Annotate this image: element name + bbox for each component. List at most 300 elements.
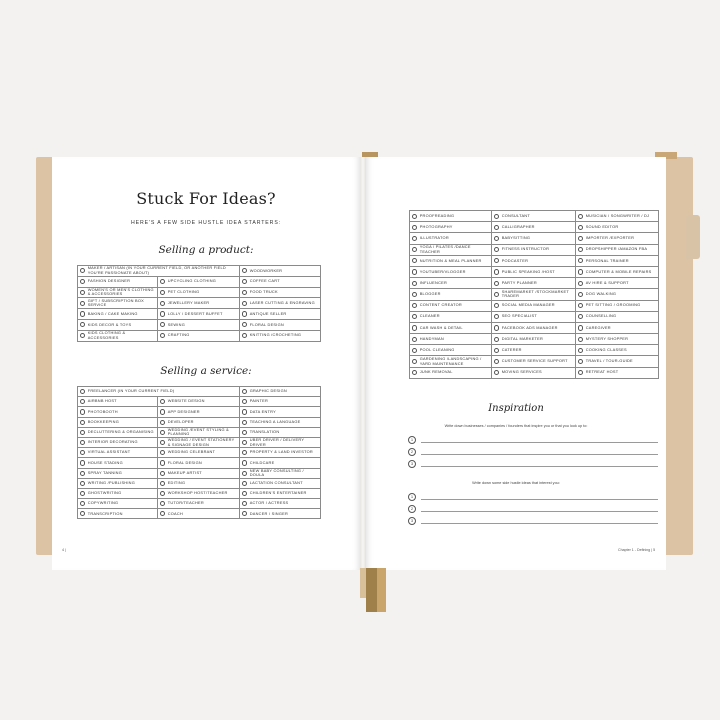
idea-label: MOVING SERVICES (501, 369, 542, 375)
idea-cell[interactable] (576, 211, 659, 222)
book-gutter (360, 157, 366, 570)
checkbox-icon[interactable] (578, 303, 583, 308)
idea-cell[interactable] (576, 368, 659, 379)
checkbox-icon[interactable] (80, 409, 85, 414)
idea-cell[interactable] (240, 479, 321, 489)
checkbox-icon[interactable] (578, 258, 583, 263)
checkbox-icon[interactable] (80, 389, 85, 394)
write-line[interactable] (408, 504, 658, 514)
checkbox-icon[interactable] (412, 281, 417, 286)
idea-cell[interactable] (410, 267, 492, 278)
idea-label: MYSTERY SHOPPER (585, 335, 629, 341)
checkbox-icon[interactable] (160, 279, 165, 284)
checkbox-icon[interactable] (578, 337, 583, 342)
checkbox-icon[interactable] (242, 460, 247, 465)
product-ideas-table (77, 265, 321, 342)
idea-cell[interactable] (78, 397, 158, 407)
checkbox-icon[interactable] (160, 481, 165, 486)
idea-label: RETREAT HOST (585, 369, 619, 375)
idea-label: TRAVEL / TOUR-GUIDE (585, 358, 633, 364)
idea-label: MAKER / ARTISAN (IN YOUR CURRENT FIELD, OR ANOTHER FIELD YOU'RE PASSIONATE ABOUT) (87, 266, 226, 275)
checkbox-icon[interactable] (242, 399, 247, 404)
idea-cell[interactable] (576, 233, 659, 244)
idea-label: WEDDING CELEBRANT (167, 449, 216, 455)
idea-cell[interactable] (158, 489, 240, 499)
idea-cell[interactable] (158, 448, 240, 458)
idea-label: UBER DRIVER / DELIVERY DRIVER (249, 437, 305, 447)
idea-label: PHOTOGRAPHY (419, 223, 453, 229)
idea-label: CUSTOMER SERVICE SUPPORT (501, 358, 568, 364)
idea-cell[interactable] (576, 312, 659, 323)
idea-cell[interactable] (492, 233, 576, 244)
idea-cell[interactable] (240, 469, 321, 479)
idea-cell[interactable] (492, 278, 576, 289)
idea-label: JUNK REMOVAL (419, 369, 453, 375)
checkbox-icon[interactable] (578, 247, 583, 252)
idea-cell[interactable] (78, 499, 158, 509)
checkbox-icon[interactable] (412, 314, 417, 319)
idea-label: CHILDREN'S ENTERTAINER (249, 490, 307, 496)
checkbox-icon[interactable] (578, 281, 583, 286)
idea-cell[interactable] (492, 267, 576, 278)
page-title: Stuck For Ideas? (136, 189, 276, 208)
idea-cell[interactable] (158, 418, 240, 428)
idea-cell[interactable] (492, 323, 576, 334)
idea-label: PET SITTING / GROOMING (585, 302, 641, 308)
idea-cell[interactable] (576, 301, 659, 312)
idea-cell[interactable] (240, 407, 321, 417)
idea-label: FITNESS INSTRUCTOR (501, 246, 550, 252)
idea-cell[interactable] (576, 356, 659, 367)
idea-label: FASHION DESIGNER (87, 278, 131, 284)
idea-cell[interactable] (158, 407, 240, 417)
checkbox-icon[interactable] (160, 301, 165, 306)
checkbox-icon[interactable] (80, 290, 85, 295)
idea-cell[interactable] (240, 448, 321, 458)
checkbox-icon[interactable] (80, 501, 85, 506)
idea-label: COACH (167, 510, 183, 516)
line-number: 1 (408, 493, 416, 501)
idea-label: LASER CUTTING & ENGRAVING (249, 299, 315, 305)
idea-cell[interactable] (78, 428, 158, 438)
checkbox-icon[interactable] (412, 325, 417, 330)
idea-cell[interactable] (492, 356, 576, 367)
checkbox-icon[interactable] (242, 450, 247, 455)
checkbox-icon[interactable] (80, 279, 85, 284)
idea-cell[interactable] (410, 356, 492, 367)
idea-label: DOG WALKING (585, 291, 617, 297)
service-ideas-table (77, 386, 321, 519)
idea-label: UPCYCLING CLOTHING (167, 278, 217, 284)
idea-cell[interactable] (78, 309, 158, 320)
idea-cell[interactable] (158, 298, 240, 309)
idea-cell[interactable] (576, 334, 659, 345)
idea-cell[interactable] (576, 289, 659, 300)
idea-label: COFFEE CART (249, 278, 280, 284)
checkbox-icon[interactable] (578, 236, 583, 241)
idea-label: COPYWRITING (87, 500, 119, 506)
idea-label: AIRBNB HOST (87, 398, 117, 404)
idea-cell[interactable] (158, 309, 240, 320)
idea-label: FLORAL DESIGN (249, 321, 284, 327)
idea-cell[interactable] (158, 428, 240, 438)
checkbox-icon[interactable] (160, 420, 165, 425)
checkbox-icon[interactable] (242, 491, 247, 496)
checkbox-icon[interactable] (412, 225, 417, 230)
checkbox-icon[interactable] (160, 333, 165, 338)
checkbox-icon[interactable] (242, 279, 247, 284)
idea-cell[interactable] (158, 277, 240, 288)
checkbox-icon[interactable] (578, 348, 583, 353)
idea-label: WORKSHOP HOST/TEACHER (167, 490, 228, 496)
checkbox-icon[interactable] (80, 440, 85, 445)
checkbox-icon[interactable] (160, 440, 165, 445)
checkbox-icon[interactable] (160, 471, 165, 476)
idea-label: DANCER / SINGER (249, 510, 289, 516)
checkbox-icon[interactable] (578, 225, 583, 230)
checkbox-icon[interactable] (80, 399, 85, 404)
checkbox-icon[interactable] (242, 409, 247, 414)
checkbox-icon[interactable] (80, 491, 85, 496)
checkbox-icon[interactable] (494, 281, 499, 286)
idea-cell[interactable] (78, 509, 158, 519)
idea-label: LOLLY / DESSERT BUFFET (167, 310, 223, 316)
idea-cell[interactable] (158, 479, 240, 489)
idea-cell[interactable] (78, 489, 158, 499)
idea-cell[interactable] (158, 320, 240, 331)
checkbox-icon[interactable] (242, 440, 247, 445)
checkbox-icon[interactable] (412, 258, 417, 263)
idea-cell[interactable] (240, 438, 321, 448)
more-ideas-table (409, 210, 659, 379)
idea-cell[interactable] (492, 222, 576, 233)
idea-cell[interactable] (240, 320, 321, 331)
checkbox-icon[interactable] (80, 311, 85, 316)
idea-cell[interactable] (576, 222, 659, 233)
idea-cell[interactable] (410, 301, 492, 312)
idea-cell[interactable] (78, 288, 158, 299)
idea-cell[interactable] (576, 245, 659, 256)
idea-label: WOODWORKER (249, 267, 283, 273)
checkbox-icon[interactable] (494, 236, 499, 241)
idea-cell[interactable] (492, 334, 576, 345)
page-subtitle: HERE'S A FEW SIDE HUSTLE IDEA STARTERS: (130, 220, 282, 226)
idea-cell[interactable] (158, 499, 240, 509)
checkbox-icon[interactable] (412, 337, 417, 342)
idea-label: COUNSELLING (585, 313, 617, 319)
idea-label: TEACHING A LANGUAGE (249, 418, 301, 424)
checkbox-icon[interactable] (160, 511, 165, 516)
checkbox-icon[interactable] (494, 370, 499, 375)
idea-cell[interactable] (240, 489, 321, 499)
checkbox-icon[interactable] (80, 333, 85, 338)
write-line[interactable] (408, 459, 658, 469)
idea-cell[interactable] (78, 448, 158, 458)
checkbox-icon[interactable] (80, 450, 85, 455)
checkbox-icon[interactable] (242, 311, 247, 316)
idea-label: KIDS CLOTHING & ACCESSORIES (87, 330, 126, 340)
idea-label: EDITING (167, 479, 186, 485)
write-line[interactable] (408, 447, 658, 457)
idea-cell[interactable] (240, 309, 321, 320)
idea-cell[interactable] (78, 331, 158, 342)
idea-label: CAR WASH & DETAIL (419, 324, 463, 330)
line-rule (421, 499, 658, 500)
idea-label: IMPORTER /EXPORTER (585, 235, 635, 241)
idea-cell[interactable] (158, 509, 240, 519)
checkbox-icon[interactable] (412, 303, 417, 308)
checkbox-icon[interactable] (412, 247, 417, 252)
checkbox-icon[interactable] (494, 337, 499, 342)
idea-cell[interactable] (78, 458, 158, 468)
checkbox-icon[interactable] (494, 303, 499, 308)
idea-label: PUBLIC SPEAKING /HOST (501, 268, 555, 274)
idea-cell[interactable] (410, 312, 492, 323)
idea-cell[interactable] (240, 266, 321, 277)
checkbox-icon[interactable] (80, 268, 85, 273)
checkbox-icon[interactable] (160, 409, 165, 414)
idea-label: WEDDING / EVENT STATIONERY & SIGNAGE DESIGN (167, 437, 235, 447)
idea-label: CRAFTING (167, 332, 190, 338)
idea-cell[interactable] (158, 469, 240, 479)
idea-cell[interactable] (78, 418, 158, 428)
idea-label: KNITTING /CROCHETING (249, 332, 302, 338)
checkbox-icon[interactable] (242, 268, 247, 273)
checkbox-icon[interactable] (578, 214, 583, 219)
idea-label: GRAPHIC DESIGN (249, 388, 287, 394)
product-heading: Selling a product: (158, 244, 254, 256)
idea-label: DEVELOPER (167, 418, 194, 424)
idea-label: DECLUTTERING & ORGANISING (87, 429, 154, 435)
write-line[interactable] (408, 516, 658, 526)
checkbox-icon[interactable] (242, 501, 247, 506)
idea-label: PERSONAL TRAINER (585, 257, 629, 263)
idea-cell[interactable] (492, 211, 576, 222)
idea-cell[interactable] (240, 458, 321, 468)
idea-label: CHILDCARE (249, 459, 275, 465)
idea-cell[interactable] (240, 428, 321, 438)
idea-label: APP DESIGNER (167, 408, 200, 414)
idea-label: MAKEUP ARTIST (167, 469, 202, 475)
idea-label: WEBSITE DESIGN (167, 398, 205, 404)
checkbox-icon[interactable] (242, 322, 247, 327)
checkbox-icon[interactable] (494, 314, 499, 319)
idea-cell[interactable] (240, 397, 321, 407)
idea-cell[interactable] (78, 266, 240, 277)
checkbox-icon[interactable] (578, 292, 583, 297)
checkbox-icon[interactable] (242, 301, 247, 306)
idea-cell[interactable] (492, 301, 576, 312)
idea-cell[interactable] (410, 233, 492, 244)
idea-label: INTERIOR DECORATING (87, 439, 138, 445)
checkbox-icon[interactable] (578, 314, 583, 319)
checkbox-icon[interactable] (160, 290, 165, 295)
checkbox-icon[interactable] (494, 214, 499, 219)
checkbox-icon[interactable] (578, 370, 583, 375)
idea-cell[interactable] (410, 222, 492, 233)
checkbox-icon[interactable] (494, 269, 499, 274)
idea-label: INFLUENCER (419, 279, 448, 285)
line-rule (421, 454, 658, 455)
idea-label: POOL CLEANING (419, 347, 455, 353)
idea-label: COOKING CLASSES (585, 347, 627, 353)
checkbox-icon[interactable] (494, 292, 499, 297)
checkbox-icon[interactable] (242, 430, 247, 435)
idea-cell[interactable] (492, 289, 576, 300)
checkbox-icon[interactable] (494, 258, 499, 263)
idea-cell[interactable] (410, 368, 492, 379)
idea-cell[interactable] (78, 277, 158, 288)
checkbox-icon[interactable] (494, 225, 499, 230)
idea-label: GARDENING /LANDSCAPING / YARD MAINTENANCE (419, 356, 482, 366)
checkbox-icon[interactable] (494, 359, 499, 364)
right-page-footer: Chapter 1 - Defining | 5 (618, 548, 656, 552)
checkbox-icon[interactable] (578, 269, 583, 274)
checkbox-icon[interactable] (494, 247, 499, 252)
idea-cell[interactable] (410, 289, 492, 300)
idea-cell[interactable] (410, 345, 492, 356)
idea-cell[interactable] (240, 298, 321, 309)
idea-cell[interactable] (78, 479, 158, 489)
idea-label: COMPUTER & MOBILE REPAIRS (585, 268, 652, 274)
left-page-number: 4 | (62, 548, 66, 552)
idea-label: MUSICIAN / SONGWRITER / DJ (585, 212, 650, 218)
checkbox-icon[interactable] (578, 325, 583, 330)
idea-label: ACTOR / ACTRESS (249, 500, 289, 506)
idea-cell[interactable] (410, 256, 492, 267)
checkbox-icon[interactable] (494, 348, 499, 353)
idea-cell[interactable] (78, 320, 158, 331)
idea-label: CALLIGRAPHER (501, 223, 535, 229)
idea-cell[interactable] (410, 323, 492, 334)
checkbox-icon[interactable] (412, 269, 417, 274)
checkbox-icon[interactable] (242, 420, 247, 425)
idea-cell[interactable] (576, 323, 659, 334)
idea-label: TRANSLATION (249, 429, 280, 435)
idea-cell[interactable] (78, 438, 158, 448)
idea-cell[interactable] (576, 267, 659, 278)
idea-label: KIDS DECOR & TOYS (87, 321, 132, 327)
idea-cell[interactable] (158, 438, 240, 448)
idea-label: PAINTER (249, 398, 269, 404)
idea-cell[interactable] (78, 407, 158, 417)
idea-cell[interactable] (576, 345, 659, 356)
idea-label: CATERER (501, 347, 522, 353)
checkbox-icon[interactable] (80, 301, 85, 306)
checkbox-icon[interactable] (494, 325, 499, 330)
idea-cell[interactable] (576, 278, 659, 289)
idea-cell[interactable] (158, 397, 240, 407)
idea-label: PHOTOBOOTH (87, 408, 118, 414)
idea-cell[interactable] (492, 345, 576, 356)
checkbox-icon[interactable] (412, 214, 417, 219)
checkbox-icon[interactable] (160, 399, 165, 404)
idea-label: SOUND EDITOR (585, 223, 619, 229)
idea-cell[interactable] (492, 256, 576, 267)
line-number: 2 (408, 448, 416, 456)
idea-cell[interactable] (240, 331, 321, 342)
checkbox-icon[interactable] (412, 370, 417, 375)
idea-label: BLOGGER (419, 291, 441, 297)
inspiration-heading: Inspiration (488, 403, 544, 414)
idea-cell[interactable] (410, 334, 492, 345)
page-tab-marker (686, 215, 700, 259)
inspiration-prompt-2: Write down some side hustle ideas that interest you: (472, 481, 560, 485)
checkbox-icon[interactable] (412, 236, 417, 241)
idea-label: NUTRITION & MEAL PLANNER (419, 257, 482, 263)
checkbox-icon[interactable] (160, 450, 165, 455)
checkbox-icon[interactable] (160, 430, 165, 435)
idea-cell[interactable] (410, 211, 492, 222)
checkbox-icon[interactable] (160, 501, 165, 506)
idea-cell[interactable] (78, 387, 240, 397)
checkbox-icon[interactable] (160, 491, 165, 496)
idea-label: ILLUSTRATOR (419, 235, 449, 241)
checkbox-icon[interactable] (242, 290, 247, 295)
checkbox-icon[interactable] (80, 471, 85, 476)
checkbox-icon[interactable] (242, 389, 247, 394)
idea-label: SEWING (167, 321, 185, 327)
idea-label: FREELANCER (IN YOUR CURRENT FIELD) (87, 388, 175, 394)
checkbox-icon[interactable] (80, 430, 85, 435)
checkbox-icon[interactable] (80, 481, 85, 486)
idea-cell[interactable] (78, 298, 158, 309)
idea-cell[interactable] (240, 288, 321, 299)
idea-cell[interactable] (492, 245, 576, 256)
idea-label: SHAREMARKET /STOCKMARKET TRADER (501, 289, 569, 299)
idea-cell[interactable] (492, 368, 576, 379)
write-line[interactable] (408, 435, 658, 445)
checkbox-icon[interactable] (412, 348, 417, 353)
write-line[interactable] (408, 492, 658, 502)
idea-label: WEDDING /EVENT STYLING & PLANNING (167, 427, 229, 437)
checkbox-icon[interactable] (80, 322, 85, 327)
idea-label: DIGITAL MARKETER (501, 335, 544, 341)
checkbox-icon[interactable] (80, 420, 85, 425)
idea-cell[interactable] (492, 312, 576, 323)
idea-cell[interactable] (240, 387, 321, 397)
checkbox-icon[interactable] (160, 460, 165, 465)
idea-cell[interactable] (78, 469, 158, 479)
checkbox-icon[interactable] (242, 481, 247, 486)
checkbox-icon[interactable] (242, 333, 247, 338)
idea-label: FLORAL DESIGN (167, 459, 202, 465)
idea-cell[interactable] (576, 256, 659, 267)
idea-label: AV HIRE & SUPPORT (585, 279, 629, 285)
idea-label: SOCIAL MEDIA MANAGER (501, 302, 555, 308)
checkbox-icon[interactable] (80, 511, 85, 516)
idea-label: LACTATION CONSULTANT (249, 479, 303, 485)
idea-cell[interactable] (240, 418, 321, 428)
checkbox-icon[interactable] (412, 359, 417, 364)
checkbox-icon[interactable] (242, 511, 247, 516)
idea-cell[interactable] (240, 277, 321, 288)
idea-cell[interactable] (410, 278, 492, 289)
checkbox-icon[interactable] (160, 322, 165, 327)
checkbox-icon[interactable] (80, 460, 85, 465)
idea-label: SPRAY TANNING (87, 469, 122, 475)
checkbox-icon[interactable] (578, 359, 583, 364)
idea-cell[interactable] (240, 499, 321, 509)
idea-cell[interactable] (410, 245, 492, 256)
checkbox-icon[interactable] (242, 471, 247, 476)
idea-cell[interactable] (158, 331, 240, 342)
idea-cell[interactable] (158, 458, 240, 468)
checkbox-icon[interactable] (412, 292, 417, 297)
idea-cell[interactable] (240, 509, 321, 519)
checkbox-icon[interactable] (160, 311, 165, 316)
idea-cell[interactable] (158, 288, 240, 299)
